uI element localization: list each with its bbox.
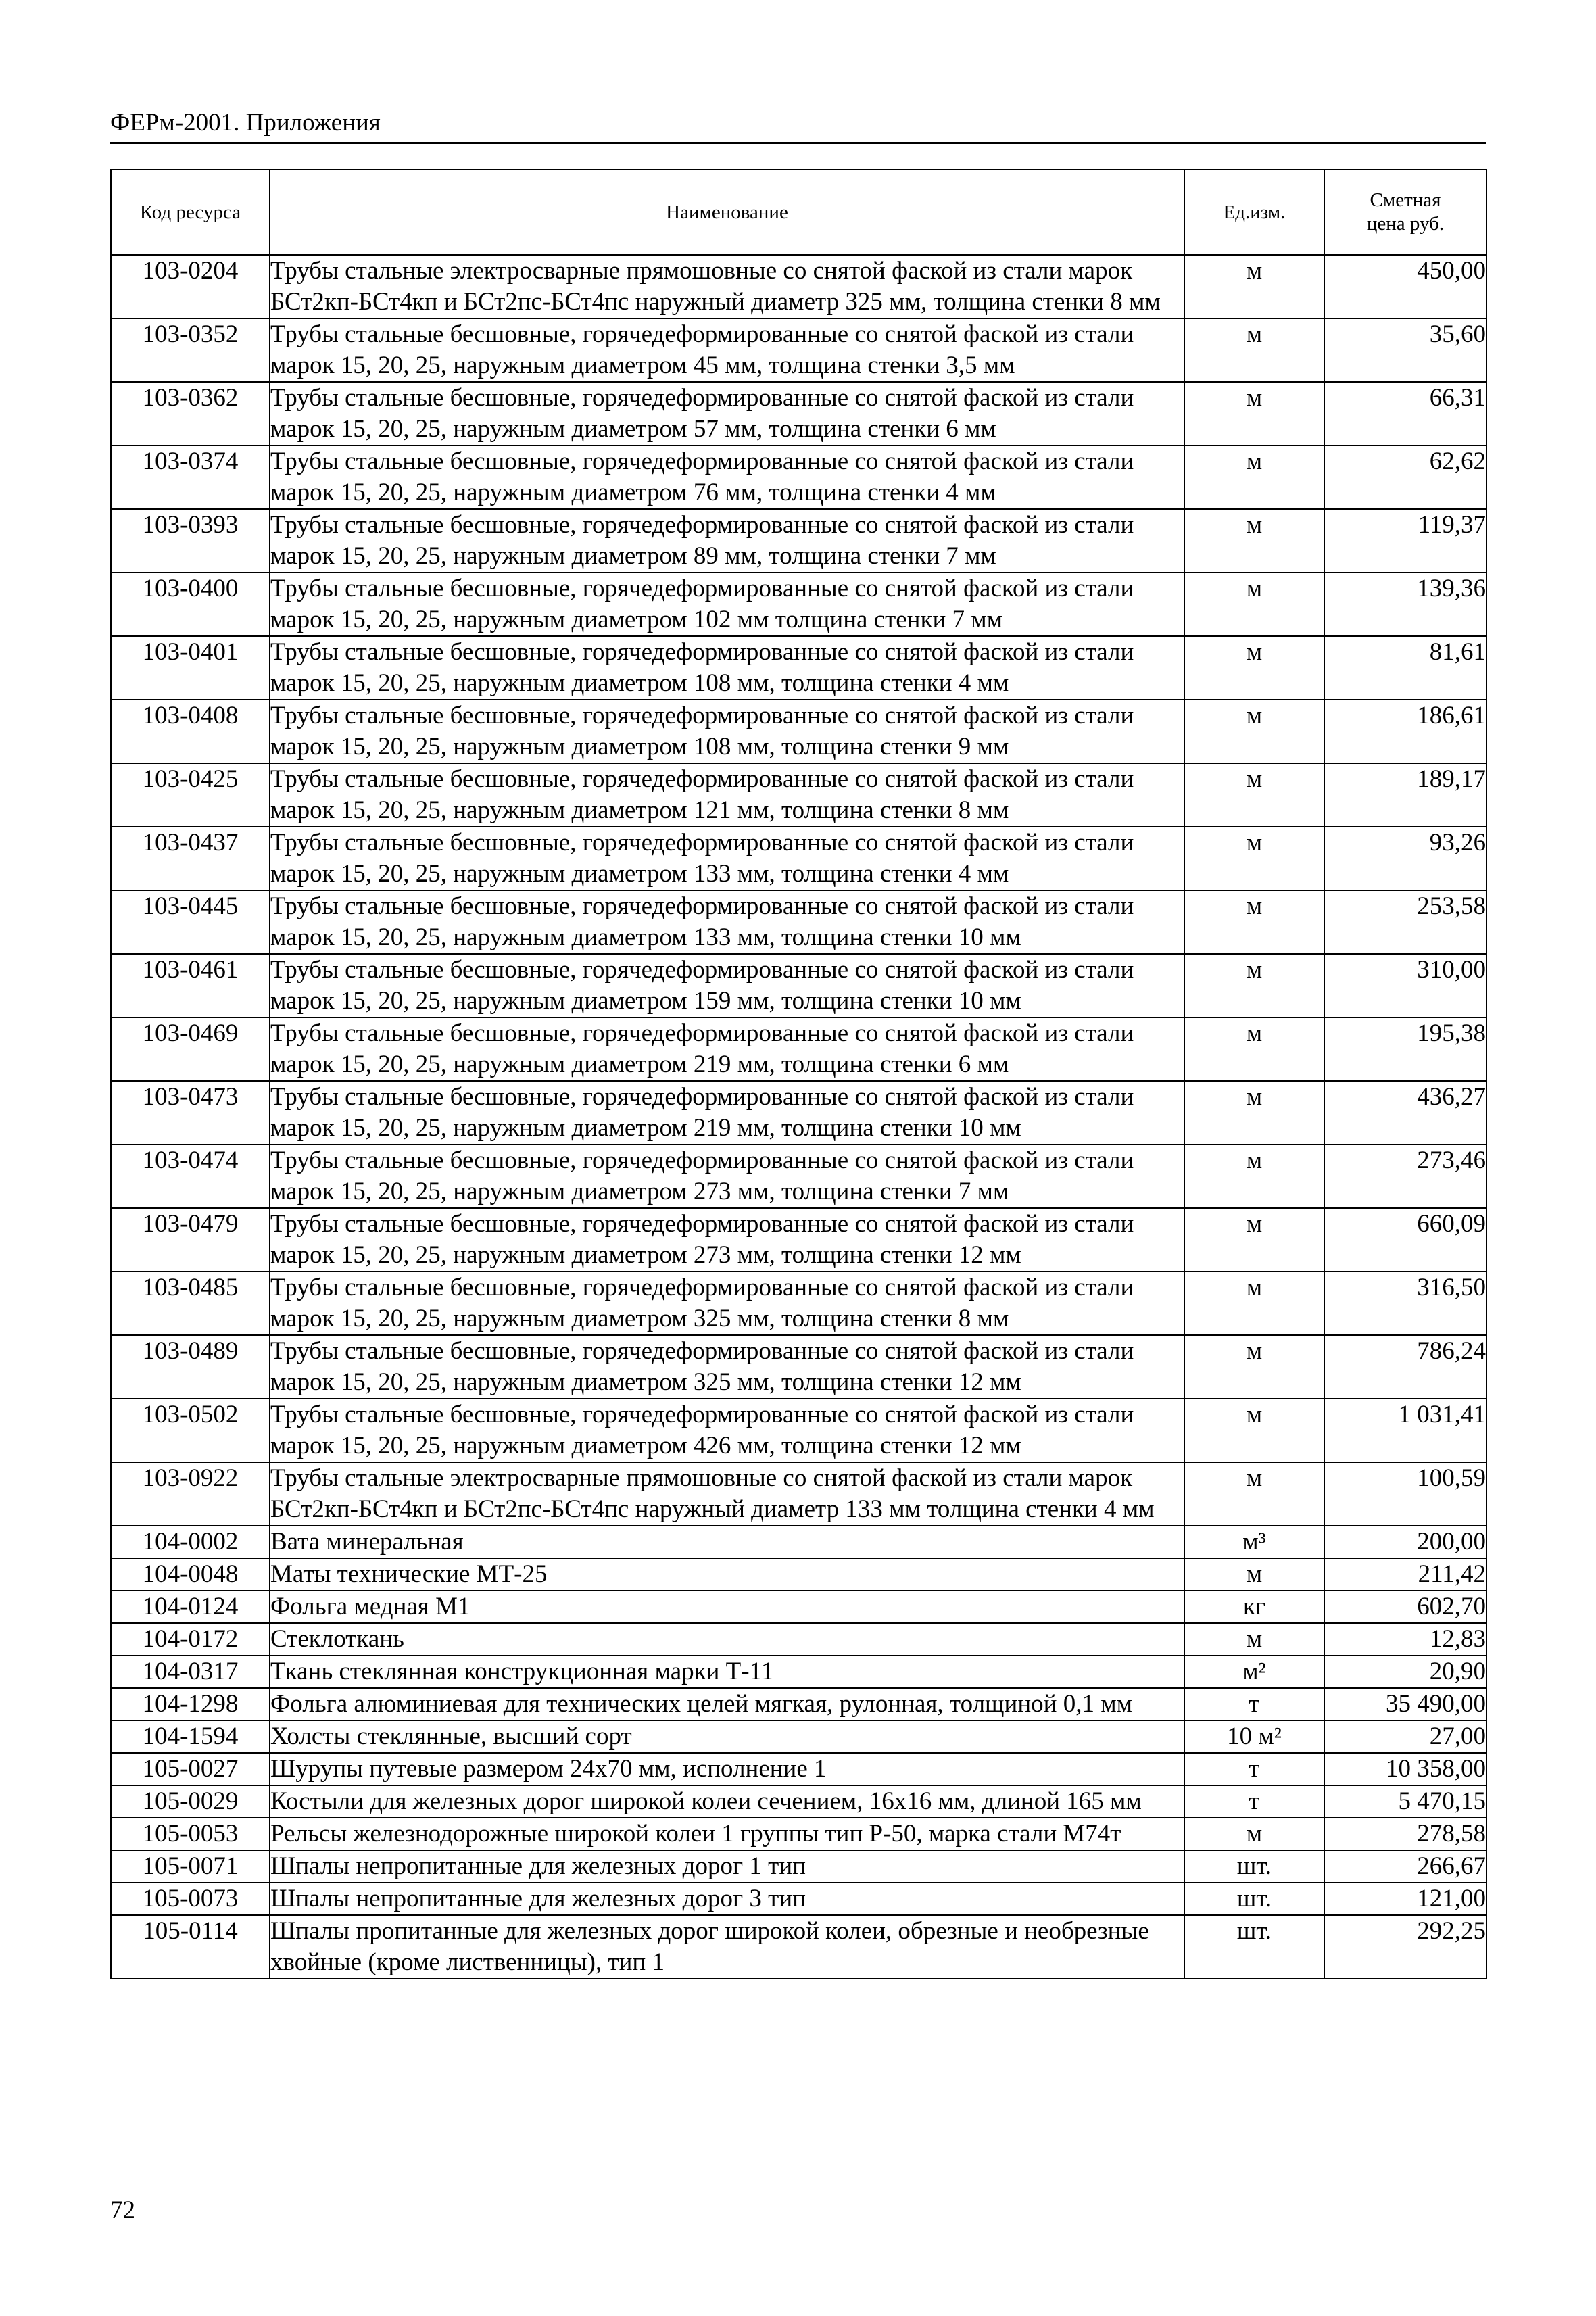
row-code: 103-0352 [111, 318, 270, 382]
table-row [111, 509, 1486, 573]
row-price: 12,83 [1324, 1623, 1486, 1656]
row-price: 35,60 [1324, 318, 1486, 382]
row-name: Трубы стальные бесшовные, горячедеформированные со снятой фаской из стали марок 15, 20, 25, наружным диаметром 102 мм толщина стенки 7 мм [270, 573, 1184, 636]
row-unit: м [1184, 1208, 1324, 1272]
row-unit: м [1184, 318, 1324, 382]
row-price: 10 358,00 [1324, 1753, 1486, 1785]
table-row [111, 1526, 1486, 1558]
row-code: 103-0401 [111, 636, 270, 700]
page-header-title: ФЕРм-2001. Приложения [110, 109, 381, 137]
row-unit: м [1184, 509, 1324, 573]
row-unit: м [1184, 1623, 1324, 1656]
table-row [111, 1850, 1486, 1883]
row-price: 27,00 [1324, 1720, 1486, 1753]
table-row [111, 1818, 1486, 1850]
page-number: 72 [110, 2196, 135, 2224]
row-price: 660,09 [1324, 1208, 1486, 1272]
table-row [111, 318, 1486, 382]
row-unit: м [1184, 636, 1324, 700]
row-unit: м [1184, 445, 1324, 509]
column-header-code: Код ресурса [111, 170, 270, 255]
row-code: 103-0474 [111, 1144, 270, 1208]
table-row [111, 1623, 1486, 1656]
row-code: 104-0002 [111, 1526, 270, 1558]
row-name: Трубы стальные бесшовные, горячедеформированные со снятой фаской из стали марок 15, 20, 25, наружным диаметром 76 мм, толщина стенки 4 мм [270, 445, 1184, 509]
row-code: 103-0362 [111, 382, 270, 445]
row-price: 292,25 [1324, 1915, 1486, 1979]
row-name: Шпалы пропитанные для железных дорог широкой колеи, обрезные и необрезные хвойные (кроме лиственницы), тип 1 [270, 1915, 1184, 1979]
row-price: 273,46 [1324, 1144, 1486, 1208]
row-price: 5 470,15 [1324, 1785, 1486, 1818]
row-name: Трубы стальные бесшовные, горячедеформированные со снятой фаской из стали марок 15, 20, 25, наружным диаметром 325 мм, толщина стенки 8 мм [270, 1272, 1184, 1335]
column-header-unit: Ед.изм. [1184, 170, 1324, 255]
row-code: 104-1594 [111, 1720, 270, 1753]
row-price: 253,58 [1324, 890, 1486, 954]
row-unit: кг [1184, 1591, 1324, 1623]
row-price: 189,17 [1324, 763, 1486, 827]
row-price: 266,67 [1324, 1850, 1486, 1883]
row-code: 103-0374 [111, 445, 270, 509]
row-name: Трубы стальные бесшовные, горячедеформированные со снятой фаской из стали марок 15, 20, 25, наружным диаметром 159 мм, толщина стенки 10 мм [270, 954, 1184, 1017]
table-header-row [111, 170, 1486, 255]
row-unit: м [1184, 255, 1324, 318]
row-code: 104-0317 [111, 1656, 270, 1688]
table-row [111, 1915, 1486, 1979]
table-row [111, 1335, 1486, 1399]
row-unit: м [1184, 573, 1324, 636]
row-name: Трубы стальные бесшовные, горячедеформированные со снятой фаской из стали марок 15, 20, 25, наружным диаметром 57 мм, толщина стенки 6 мм [270, 382, 1184, 445]
row-price: 62,62 [1324, 445, 1486, 509]
row-code: 103-0437 [111, 827, 270, 890]
row-name: Стеклоткань [270, 1623, 1184, 1656]
row-price: 602,70 [1324, 1591, 1486, 1623]
row-unit: 10 м² [1184, 1720, 1324, 1753]
row-code: 103-0485 [111, 1272, 270, 1335]
row-unit: м³ [1184, 1526, 1324, 1558]
row-unit: м [1184, 763, 1324, 827]
table-row [111, 700, 1486, 763]
row-code: 103-0445 [111, 890, 270, 954]
row-code: 103-0502 [111, 1399, 270, 1462]
row-name: Ткань стеклянная конструкционная марки Т-11 [270, 1656, 1184, 1688]
row-name: Трубы стальные бесшовные, горячедеформированные со снятой фаской из стали марок 15, 20, 25, наружным диаметром 121 мм, толщина стенки 8 мм [270, 763, 1184, 827]
row-unit: м [1184, 1399, 1324, 1462]
row-unit: т [1184, 1688, 1324, 1720]
row-name: Трубы стальные бесшовные, горячедеформированные со снятой фаской из стали марок 15, 20, 25, наружным диаметром 45 мм, толщина стенки 3,5 мм [270, 318, 1184, 382]
row-price: 93,26 [1324, 827, 1486, 890]
row-unit: м² [1184, 1656, 1324, 1688]
row-name: Фольга медная М1 [270, 1591, 1184, 1623]
table-row [111, 1017, 1486, 1081]
row-price: 310,00 [1324, 954, 1486, 1017]
row-unit: м [1184, 1335, 1324, 1399]
row-unit: м [1184, 890, 1324, 954]
row-unit: м [1184, 1818, 1324, 1850]
row-code: 104-0048 [111, 1558, 270, 1591]
row-code: 103-0400 [111, 573, 270, 636]
row-name: Трубы стальные бесшовные, горячедеформированные со снятой фаской из стали марок 15, 20, 25, наружным диаметром 89 мм, толщина стенки 7 мм [270, 509, 1184, 573]
row-price: 20,90 [1324, 1656, 1486, 1688]
row-code: 105-0071 [111, 1850, 270, 1883]
table-row [111, 445, 1486, 509]
row-code: 105-0027 [111, 1753, 270, 1785]
row-name: Холсты стеклянные, высший сорт [270, 1720, 1184, 1753]
row-name: Шпалы непропитанные для железных дорог 1 тип [270, 1850, 1184, 1883]
row-name: Маты технические МТ-25 [270, 1558, 1184, 1591]
header-divider [110, 142, 1486, 144]
row-unit: м [1184, 1144, 1324, 1208]
table-row [111, 1208, 1486, 1272]
row-name: Трубы стальные бесшовные, горячедеформированные со снятой фаской из стали марок 15, 20, 25, наружным диаметром 325 мм, толщина стенки 12 мм [270, 1335, 1184, 1399]
row-unit: шт. [1184, 1915, 1324, 1979]
row-name: Трубы стальные электросварные прямошовные со снятой фаской из стали марок БСт2кп-БСт4кп и БСт2пс-БСт4пс наружный диаметр 133 мм толщина стенки 4 мм [270, 1462, 1184, 1526]
row-code: 105-0073 [111, 1883, 270, 1915]
row-code: 103-0461 [111, 954, 270, 1017]
table-row [111, 1785, 1486, 1818]
table-row [111, 636, 1486, 700]
row-price: 81,61 [1324, 636, 1486, 700]
row-name: Фольга алюминиевая для технических целей мягкая, рулонная, толщиной 0,1 мм [270, 1688, 1184, 1720]
column-header-name: Наименование [270, 170, 1184, 255]
row-name: Трубы стальные бесшовные, горячедеформированные со снятой фаской из стали марок 15, 20, 25, наружным диаметром 219 мм, толщина стенки 10 мм [270, 1081, 1184, 1144]
row-code: 105-0114 [111, 1915, 270, 1979]
row-name: Трубы стальные бесшовные, горячедеформированные со снятой фаской из стали марок 15, 20, 25, наружным диаметром 273 мм, толщина стенки 12 мм [270, 1208, 1184, 1272]
row-price: 200,00 [1324, 1526, 1486, 1558]
row-price: 436,27 [1324, 1081, 1486, 1144]
table-row [111, 954, 1486, 1017]
row-name: Трубы стальные бесшовные, горячедеформированные со снятой фаской из стали марок 15, 20, 25, наружным диаметром 108 мм, толщина стенки 4 мм [270, 636, 1184, 700]
row-unit: м [1184, 1558, 1324, 1591]
row-code: 103-0204 [111, 255, 270, 318]
row-name: Трубы стальные бесшовные, горячедеформированные со снятой фаской из стали марок 15, 20, 25, наружным диаметром 133 мм, толщина стенки 4 мм [270, 827, 1184, 890]
table-row [111, 1272, 1486, 1335]
table-row [111, 1688, 1486, 1720]
row-price: 1 031,41 [1324, 1399, 1486, 1462]
row-unit: м [1184, 954, 1324, 1017]
table-row [111, 1753, 1486, 1785]
row-price: 35 490,00 [1324, 1688, 1486, 1720]
row-price: 195,38 [1324, 1017, 1486, 1081]
row-unit: шт. [1184, 1850, 1324, 1883]
table-row [111, 827, 1486, 890]
row-price: 786,24 [1324, 1335, 1486, 1399]
row-name: Трубы стальные бесшовные, горячедеформированные со снятой фаской из стали марок 15, 20, 25, наружным диаметром 133 мм, толщина стенки 10 мм [270, 890, 1184, 954]
row-code: 103-0408 [111, 700, 270, 763]
row-code: 104-1298 [111, 1688, 270, 1720]
row-name: Трубы стальные бесшовные, горячедеформированные со снятой фаской из стали марок 15, 20, 25, наружным диаметром 426 мм, толщина стенки 12 мм [270, 1399, 1184, 1462]
row-price: 121,00 [1324, 1883, 1486, 1915]
row-price: 316,50 [1324, 1272, 1486, 1335]
row-name: Трубы стальные бесшовные, горячедеформированные со снятой фаской из стали марок 15, 20, 25, наружным диаметром 219 мм, толщина стенки 6 мм [270, 1017, 1184, 1081]
row-unit: м [1184, 1017, 1324, 1081]
table-row [111, 890, 1486, 954]
table-row [111, 1558, 1486, 1591]
row-code: 105-0029 [111, 1785, 270, 1818]
table-row [111, 1462, 1486, 1526]
row-unit: м [1184, 382, 1324, 445]
table-row [111, 1081, 1486, 1144]
row-price: 100,59 [1324, 1462, 1486, 1526]
row-name: Костыли для железных дорог широкой колеи сечением, 16х16 мм, длиной 165 мм [270, 1785, 1184, 1818]
row-price: 186,61 [1324, 700, 1486, 763]
row-name: Трубы стальные бесшовные, горячедеформированные со снятой фаской из стали марок 15, 20, 25, наружным диаметром 108 мм, толщина стенки 9 мм [270, 700, 1184, 763]
row-code: 103-0393 [111, 509, 270, 573]
row-unit: м [1184, 1081, 1324, 1144]
row-unit: шт. [1184, 1883, 1324, 1915]
table-row [111, 382, 1486, 445]
row-price: 278,58 [1324, 1818, 1486, 1850]
row-unit: м [1184, 1462, 1324, 1526]
row-price: 211,42 [1324, 1558, 1486, 1591]
row-code: 104-0124 [111, 1591, 270, 1623]
table-row [111, 1399, 1486, 1462]
row-unit: м [1184, 1272, 1324, 1335]
row-name: Шурупы путевые размером 24х70 мм, исполнение 1 [270, 1753, 1184, 1785]
row-code: 103-0473 [111, 1081, 270, 1144]
row-code: 103-0922 [111, 1462, 270, 1526]
resource-price-table [110, 169, 1487, 1979]
row-code: 104-0172 [111, 1623, 270, 1656]
table-row [111, 763, 1486, 827]
row-name: Шпалы непропитанные для железных дорог 3 тип [270, 1883, 1184, 1915]
table-row [111, 1883, 1486, 1915]
table-row [111, 1144, 1486, 1208]
row-name: Трубы стальные бесшовные, горячедеформированные со снятой фаской из стали марок 15, 20, 25, наружным диаметром 273 мм, толщина стенки 7 мм [270, 1144, 1184, 1208]
table-row [111, 1720, 1486, 1753]
row-unit: м [1184, 827, 1324, 890]
row-unit: т [1184, 1785, 1324, 1818]
row-code: 103-0425 [111, 763, 270, 827]
row-name: Трубы стальные электросварные прямошовные со снятой фаской из стали марок БСт2кп-БСт4кп и БСт2пс-БСт4пс наружный диаметр 325 мм, толщина стенки 8 мм [270, 255, 1184, 318]
table-row [111, 573, 1486, 636]
row-code: 105-0053 [111, 1818, 270, 1850]
row-unit: м [1184, 700, 1324, 763]
column-header-price: Сметная цена руб. [1324, 170, 1486, 255]
row-name: Вата минеральная [270, 1526, 1184, 1558]
table-row [111, 255, 1486, 318]
row-code: 103-0489 [111, 1335, 270, 1399]
table-row [111, 1656, 1486, 1688]
row-unit: т [1184, 1753, 1324, 1785]
table-row [111, 1591, 1486, 1623]
row-price: 119,37 [1324, 509, 1486, 573]
row-price: 139,36 [1324, 573, 1486, 636]
row-code: 103-0469 [111, 1017, 270, 1081]
row-name: Рельсы железнодорожные широкой колеи 1 группы тип Р-50, марка стали М74т [270, 1818, 1184, 1850]
row-code: 103-0479 [111, 1208, 270, 1272]
row-price: 450,00 [1324, 255, 1486, 318]
row-price: 66,31 [1324, 382, 1486, 445]
